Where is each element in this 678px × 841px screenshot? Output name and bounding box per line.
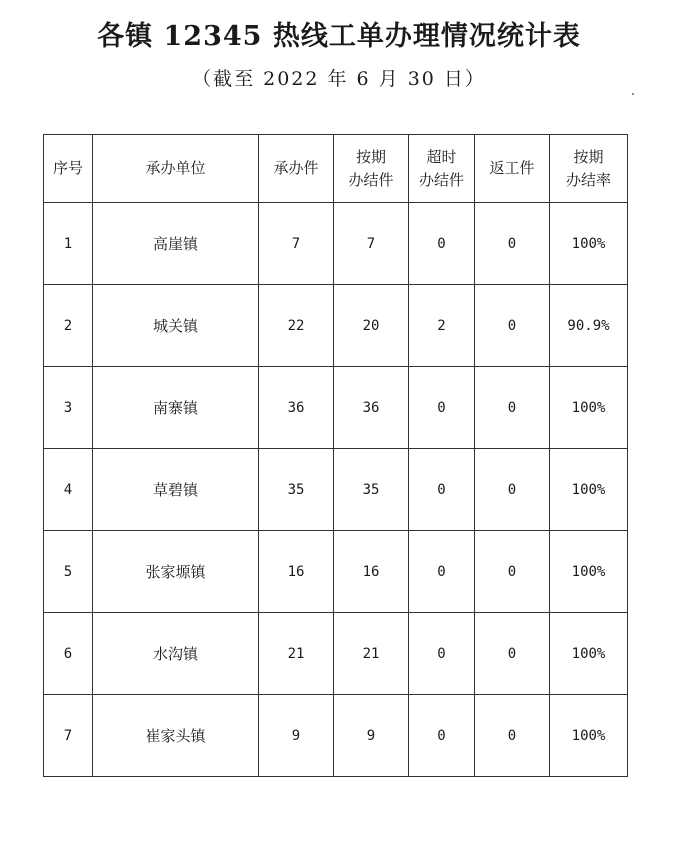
cell-unit: 城关镇 <box>93 285 259 367</box>
cell-ontime: 35 <box>334 449 409 531</box>
cell-rate: 100% <box>550 449 628 531</box>
header-returned <box>475 135 550 203</box>
cell-handled: 9 <box>259 695 334 777</box>
table-row <box>44 367 628 449</box>
cell-handled: 35 <box>259 449 334 531</box>
cell-rate: 100% <box>550 613 628 695</box>
cell-rate: 100% <box>550 695 628 777</box>
header-unit <box>93 135 259 203</box>
cell-index: 1 <box>44 203 93 285</box>
cell-returned: 0 <box>475 367 550 449</box>
header-unit-label: 承办单位 <box>145 159 206 177</box>
cell-ontime: 9 <box>334 695 409 777</box>
header-index <box>44 135 93 203</box>
cell-index: 2 <box>44 285 93 367</box>
statistics-table <box>43 134 628 777</box>
cell-returned: 0 <box>475 285 550 367</box>
cell-rate: 100% <box>550 203 628 285</box>
document-subtitle: （截至 2022 年 6 月 30 日） <box>192 68 486 90</box>
cell-overdue: 2 <box>409 285 475 367</box>
cell-ontime: 16 <box>334 531 409 613</box>
cell-overdue: 0 <box>409 203 475 285</box>
cell-index: 5 <box>44 531 93 613</box>
header-ontime-line1: 按期 <box>355 147 386 166</box>
cell-ontime: 36 <box>334 367 409 449</box>
document-title: 各镇 12345 热线工单办理情况统计表 <box>97 21 581 52</box>
cell-unit: 高崖镇 <box>93 203 259 285</box>
cell-overdue: 0 <box>409 367 475 449</box>
cell-ontime: 7 <box>334 203 409 285</box>
cell-returned: 0 <box>475 613 550 695</box>
cell-index: 4 <box>44 449 93 531</box>
table-row <box>44 203 628 285</box>
table-header-row <box>44 135 628 203</box>
table-row <box>44 695 628 777</box>
header-ontime <box>334 135 409 203</box>
header-rate-line2: 办结率 <box>565 170 611 189</box>
header-overdue-line2: 办结件 <box>418 170 464 189</box>
cell-unit: 水沟镇 <box>93 613 259 695</box>
header-overdue <box>409 135 475 203</box>
header-rate <box>550 135 628 203</box>
cell-ontime: 21 <box>334 613 409 695</box>
cell-handled: 36 <box>259 367 334 449</box>
cell-overdue: 0 <box>409 695 475 777</box>
table-row <box>44 285 628 367</box>
cell-handled: 22 <box>259 285 334 367</box>
cell-index: 6 <box>44 613 93 695</box>
scan-speck <box>632 93 634 95</box>
cell-returned: 0 <box>475 203 550 285</box>
cell-handled: 21 <box>259 613 334 695</box>
cell-unit: 崔家头镇 <box>93 695 259 777</box>
cell-handled: 16 <box>259 531 334 613</box>
cell-index: 3 <box>44 367 93 449</box>
table-row <box>44 449 628 531</box>
header-handled-label: 承办件 <box>273 159 319 177</box>
table-row <box>44 531 628 613</box>
header-handled <box>259 135 334 203</box>
cell-handled: 7 <box>259 203 334 285</box>
cell-rate: 100% <box>550 531 628 613</box>
cell-index: 7 <box>44 695 93 777</box>
header-index-label: 序号 <box>52 159 83 177</box>
cell-overdue: 0 <box>409 531 475 613</box>
cell-rate: 100% <box>550 367 628 449</box>
cell-returned: 0 <box>475 531 550 613</box>
header-ontime-line2: 办结件 <box>348 170 394 189</box>
header-overdue-line1: 超时 <box>426 147 457 166</box>
cell-returned: 0 <box>475 449 550 531</box>
header-rate-line1: 按期 <box>573 147 604 166</box>
cell-overdue: 0 <box>409 449 475 531</box>
cell-unit: 草碧镇 <box>93 449 259 531</box>
cell-overdue: 0 <box>409 613 475 695</box>
table-row <box>44 613 628 695</box>
header-returned-label: 返工件 <box>489 159 535 177</box>
cell-unit: 张家塬镇 <box>93 531 259 613</box>
cell-unit: 南寨镇 <box>93 367 259 449</box>
cell-returned: 0 <box>475 695 550 777</box>
cell-rate: 90.9% <box>550 285 628 367</box>
cell-ontime: 20 <box>334 285 409 367</box>
